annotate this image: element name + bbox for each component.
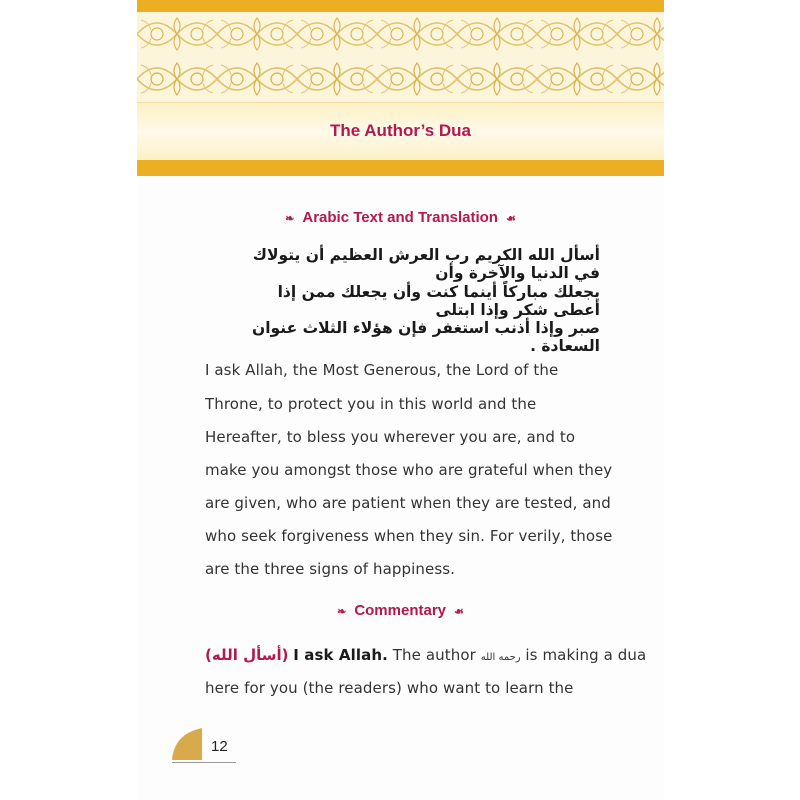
honorific-glyph: رحمه الله [480, 652, 521, 663]
flourish-right-icon: ☙ [505, 212, 516, 225]
commentary-text: The author [392, 646, 476, 664]
section-heading-label: Commentary [354, 602, 447, 619]
footer-rule [172, 762, 236, 763]
translation-line: who seek forgiveness when they sin. For verily, those [205, 527, 613, 545]
book-page [137, 0, 664, 800]
section-heading-label: Arabic Text and Translation [302, 209, 498, 226]
ornament-pattern-icon [137, 0, 664, 102]
bold-phrase: I ask Allah. [293, 646, 388, 664]
translation-line: I ask Allah, the Most Generous, the Lord of the [205, 361, 559, 379]
translation-line: Throne, to protect you in this world and the [205, 395, 537, 413]
flourish-left-icon: ❧ [337, 605, 347, 618]
page-title: The Author’s Dua [329, 121, 472, 140]
section-heading-commentary [137, 602, 664, 619]
gold-stripe-bottom [137, 160, 664, 176]
translation-line: make you amongst those who are grateful when they [205, 461, 613, 479]
flourish-right-icon: ☙ [454, 605, 464, 618]
page-number: 12 [211, 738, 228, 755]
page-corner-icon [172, 728, 202, 760]
commentary-line: here for you (the readers) who want to learn the [205, 679, 574, 697]
section-heading-arabic-text [137, 209, 664, 226]
flourish-left-icon: ❧ [285, 212, 295, 225]
ornamental-border [137, 0, 664, 102]
translation-line: are the three signs of happiness. [205, 560, 456, 578]
commentary-text: is making a dua [525, 646, 647, 664]
translation-line: are given, who are patient when they are tested, and [205, 494, 611, 512]
translation-line: Hereafter, to bless you wherever you are, and to [205, 428, 576, 446]
gold-stripe-top [137, 0, 664, 12]
arabic-line: أسأل الله الكريم رب العرش العظيم أن يتولاك في الدنيا والآخرة وأن [252, 246, 600, 282]
commentary-line [205, 646, 646, 664]
arabic-line: صبر وإذا أذنب استغفر فإن هؤلاء الثلاث عنوان السعادة . [252, 319, 600, 355]
arabic-line: يجعلك مباركاً أينما كنت وأن يجعلك ممن إذا أعطى شكر وإذا ابتلى [277, 283, 600, 319]
arabic-phrase: (أسأل الله) [205, 646, 289, 664]
